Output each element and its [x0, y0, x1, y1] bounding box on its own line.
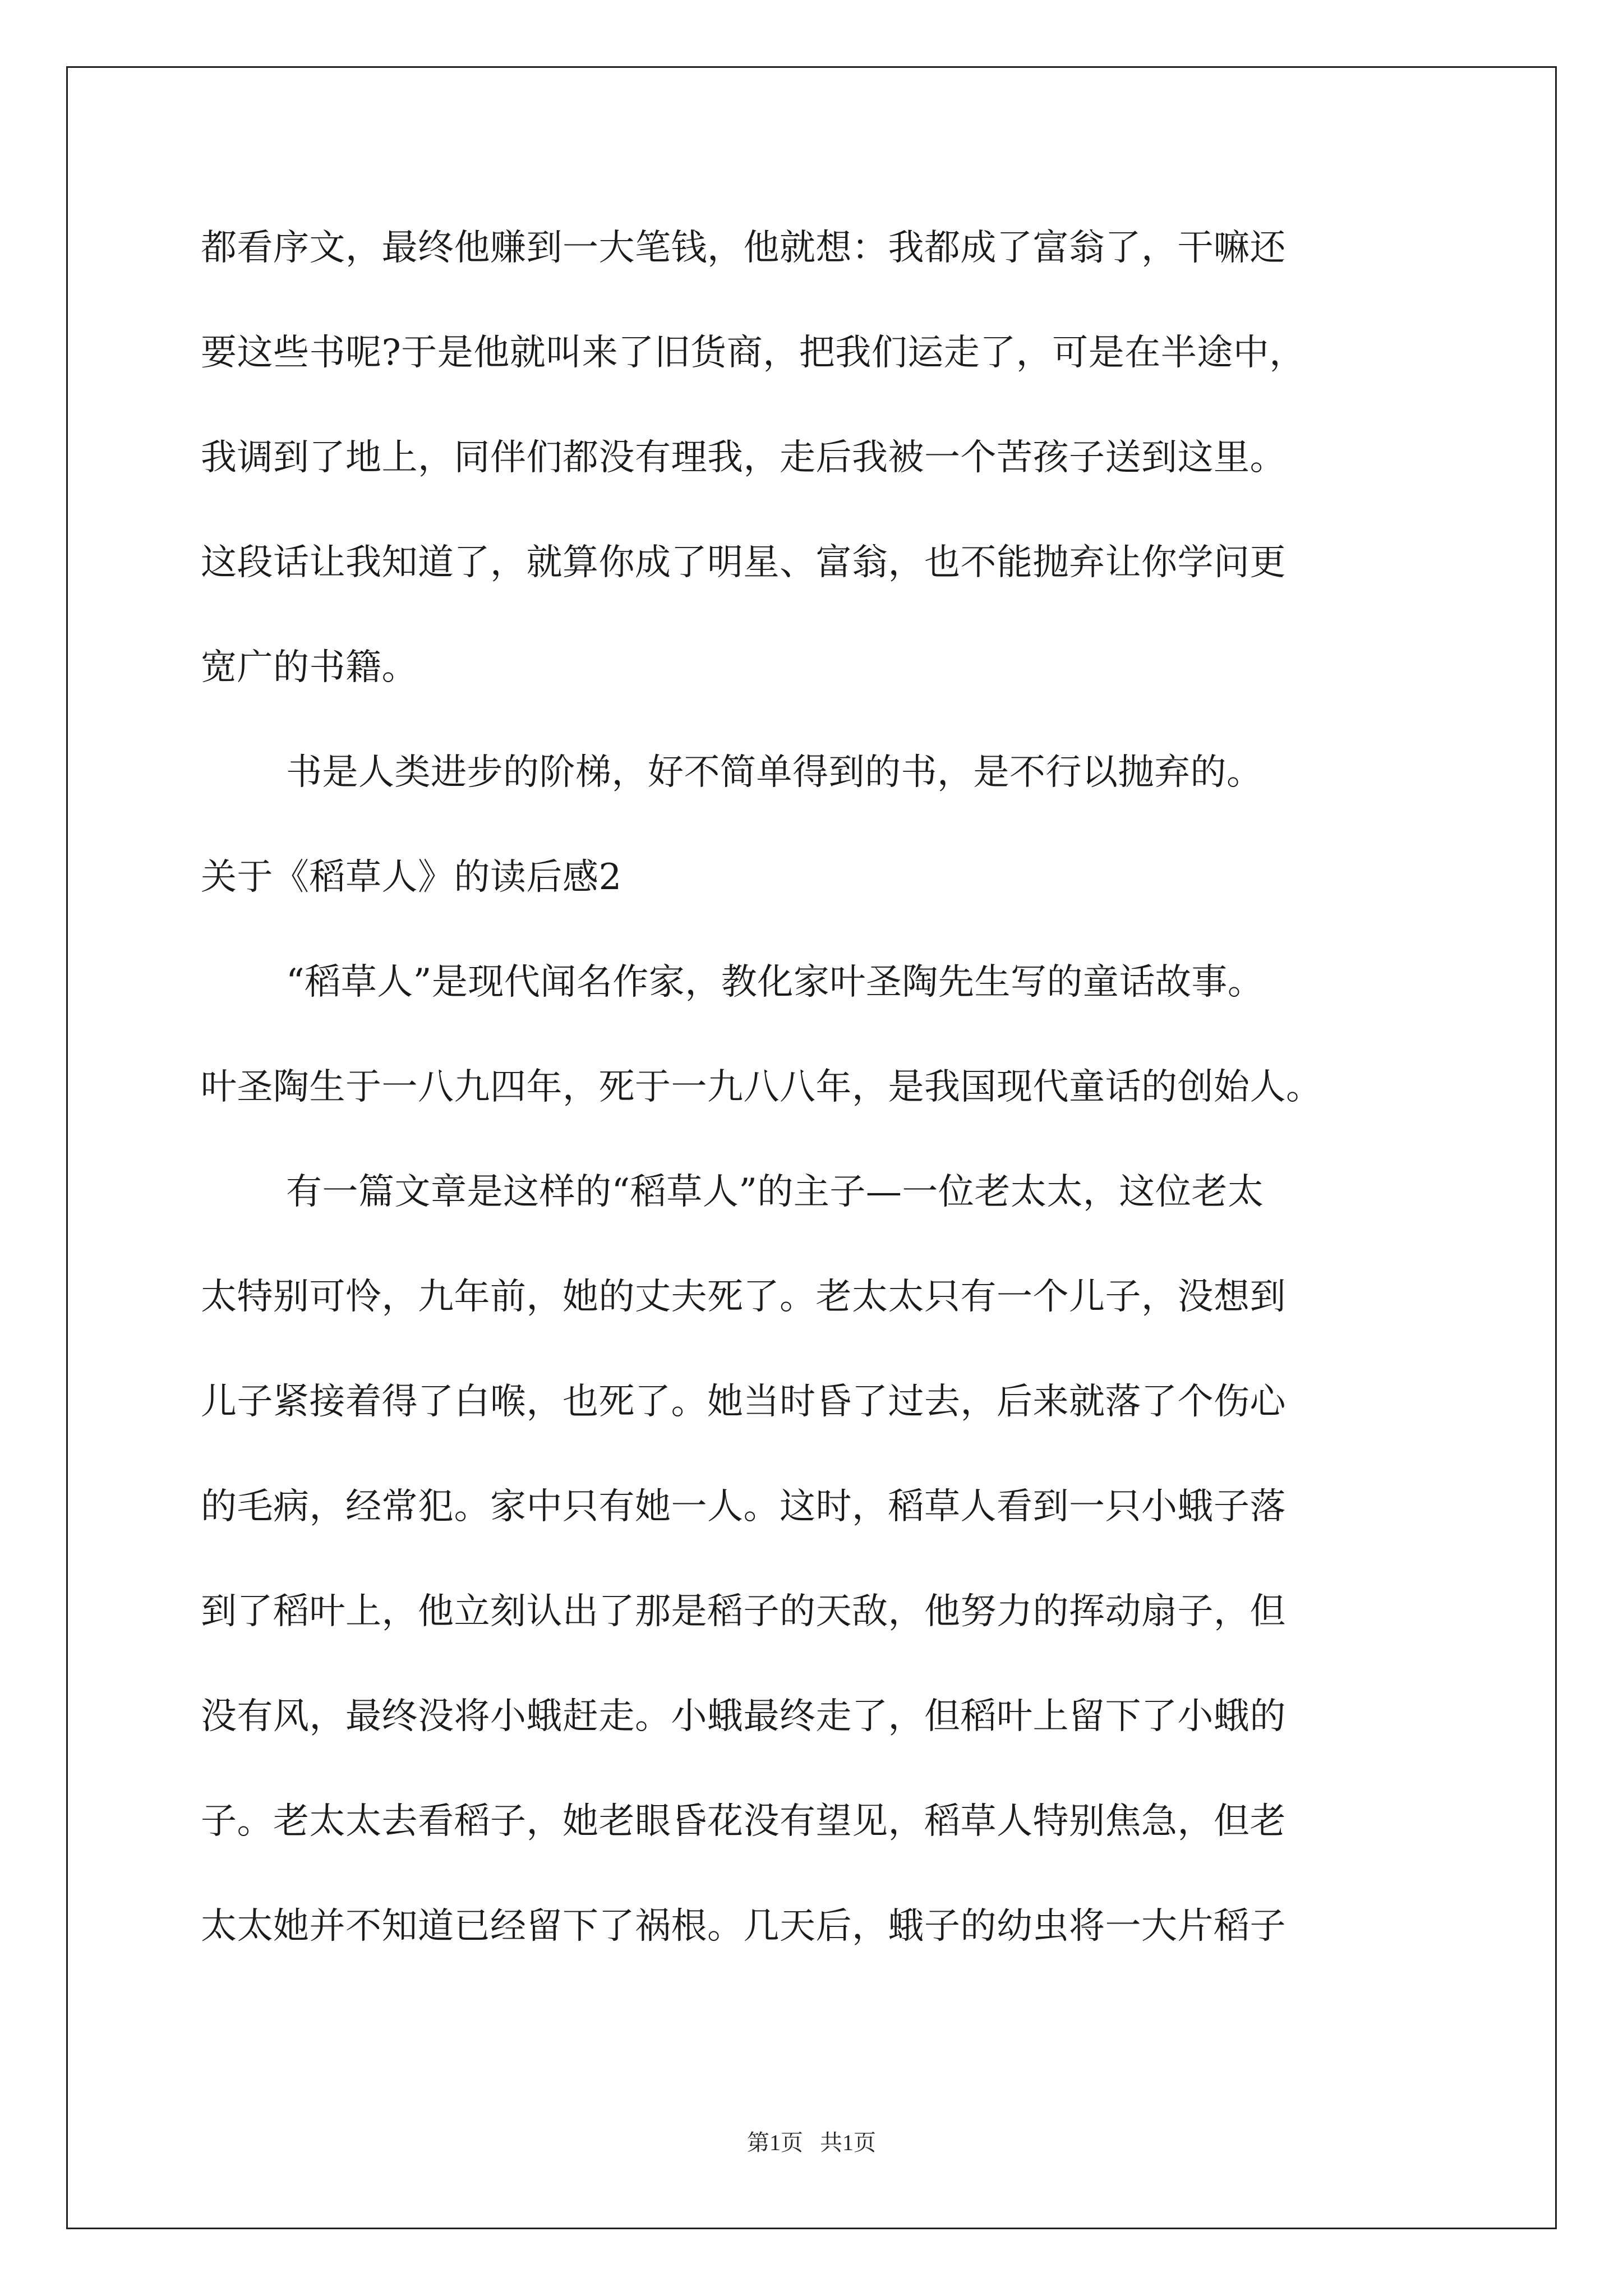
body-text-line: 子。老太太去看稻子，她老眼昏花没有望见，稻草人特别焦急，但老 [201, 1801, 1286, 1842]
body-text-line: 太太她并不知道已经留下了祸根。几天后，蛾子的幼虫将一大片稻子 [201, 1906, 1286, 1947]
body-text-line: 要这些书呢?于是他就叫来了旧货商，把我们运走了，可是在半途中， [201, 332, 1306, 374]
body-text-line: 没有风，最终没将小蛾赶走。小蛾最终走了，但稻叶上留下了小蛾的 [201, 1696, 1286, 1737]
body-text-line: 太特别可怜，九年前，她的丈夫死了。老太太只有一个儿子，没想到 [201, 1276, 1286, 1318]
body-text-line: “稻草人”是现代闻名作家，教化家叶圣陶先生写的童话故事。 [286, 961, 1264, 1003]
body-text-line: 有一篇文章是这样的“稻草人”的主子—一位老太太，这位老太 [286, 1171, 1264, 1213]
page-border [66, 66, 1557, 2229]
section-heading: 关于《稻草人》的读后感2 [201, 857, 622, 898]
body-text-line: 宽广的书籍。 [201, 647, 418, 688]
body-text-line: 都看序文，最终他赚到一大笔钱，他就想：我都成了富翁了，干嘛还 [201, 227, 1286, 269]
page-footer: 第1页 共1页 [747, 2130, 876, 2155]
body-text-line: 我调到了地上，同伴们都没有理我，走后我被一个苦孩子送到这里。 [201, 437, 1286, 478]
body-text-line: 儿子紧接着得了白喉，也死了。她当时昏了过去，后来就落了个伤心 [201, 1381, 1286, 1423]
body-text-line: 的毛病，经常犯。家中只有她一人。这时，稻草人看到一只小蛾子落 [201, 1486, 1286, 1527]
body-text-line: 叶圣陶生于一八九四年，死于一九八八年，是我国现代童话的创始人。 [201, 1066, 1322, 1108]
body-text-line: 这段话让我知道了，就算你成了明星、富翁，也不能抛弃让你学问更 [201, 542, 1286, 583]
body-text-line: 书是人类进步的阶梯，好不简单得到的书，是不行以抛弃的。 [286, 752, 1263, 793]
body-text-line: 到了稻叶上，他立刻认出了那是稻子的天敌，他努力的挥动扇子，但 [201, 1591, 1286, 1632]
